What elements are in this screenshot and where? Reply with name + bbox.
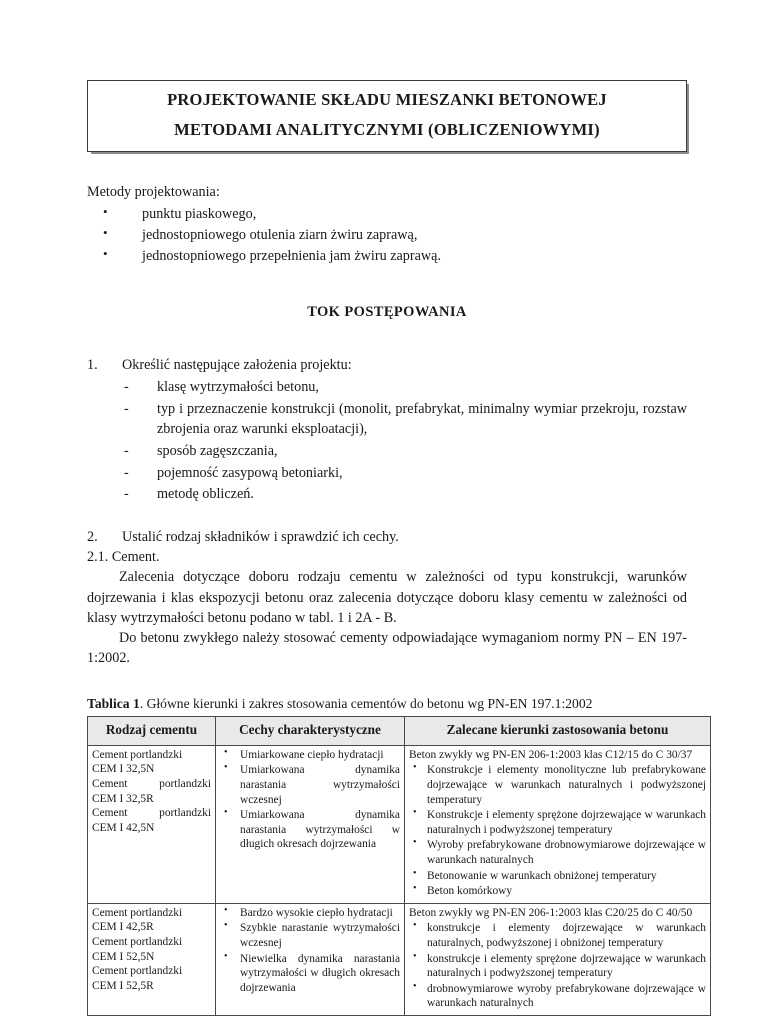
step-1-line: [87, 355, 687, 375]
step-1-section: [87, 355, 687, 505]
step-2-1-subsection: 2.1. Cement.: [87, 549, 160, 565]
list-item: CEM I 32,5R: [92, 792, 154, 805]
list-item: • Konstrukcje i elementy monolityczne lub prefabrykowane dojrzewające w warunkach naturalnych i podwyższonej temperatury: [409, 763, 706, 807]
list-item: • Wyroby prefabrykowane drobnowymiarowe dojrzewające w warunkach naturalnych: [409, 838, 706, 867]
list-item: Cement portlandzki: [92, 965, 183, 978]
table-body: [88, 745, 711, 1015]
procedure-heading: TOK POSTĘPOWANIA: [307, 303, 467, 320]
cement-name-list: [92, 748, 211, 836]
characteristics-list: [220, 748, 400, 852]
column-header-cement-type: Rodzaj cementu: [88, 717, 216, 745]
list-item: • punktu piaskowego,: [87, 204, 687, 224]
list-item: • Szybkie narastanie wytrzymałości wczesnej: [220, 921, 400, 950]
list-item: - klasę wytrzymałości betonu,: [87, 377, 687, 397]
list-item: • Umiarkowana dynamika narastania wytrzymałości w długich okresach dojrzewania: [220, 808, 400, 852]
document-title-box: [87, 80, 687, 152]
cell-recommended-uses-row-2: [405, 903, 711, 1015]
list-item: - sposób zagęszczania,: [87, 441, 687, 461]
list-item: • konstrukcje i elementy dojrzewające w warunkach naturalnych, podwyższonej i obniżonej temperatury: [409, 921, 706, 950]
list-item: • Niewielka dynamika narastania wytrzymałości w długich okresach dojrzewania: [220, 952, 400, 996]
step-2-text: Ustalić rodzaj składników i sprawdzić ich cechy.: [122, 528, 399, 545]
list-item: • konstrukcje i elementy sprężone dojrzewające w warunkach naturalnych i podwyższonej temperatury: [409, 952, 706, 981]
list-item: - metodę obliczeń.: [87, 484, 687, 504]
list-item: - pojemność zasypową betoniarki,: [87, 463, 687, 483]
list-item: • drobnowymiarowe wyroby prefabrykowane dojrzewające w warunkach naturalnych: [409, 982, 706, 1011]
characteristics-list: [220, 906, 400, 996]
uses-lead-text: Beton zwykły wg PN-EN 206-1:2003 klas C20/25 do C 40/50: [409, 906, 693, 919]
list-item: • Bardzo wysokie ciepło hydratacji: [220, 906, 400, 921]
step-2-paragraph-2: Do betonu zwykłego należy stosować cementy odpowiadające wymaganiom normy PN – EN 197-1:2002.: [87, 630, 687, 667]
list-item: • jednostopniowego przepełnienia jam żwiru zaprawą.: [87, 246, 687, 266]
intro-section: [87, 182, 687, 267]
list-item: CEM I 42,5R: [92, 921, 154, 934]
list-item: CEM I 32,5N: [92, 763, 155, 776]
page-content: [87, 0, 706, 1016]
table-caption: [87, 695, 687, 713]
list-item: • Umiarkowane ciepło hydratacji: [220, 748, 400, 763]
list-item: Cement portlandzki: [92, 748, 183, 761]
table-header-row: [88, 717, 711, 745]
table-row: [88, 745, 711, 903]
step-2-paragraph-1: Zalecenia dotyczące doboru rodzaju cementu w zależności od typu konstrukcji, warunków dojrzewania i klas ekspozycji betonu oraz zalecenia dotyczące doboru klasy cementu w zależności od klasy wytrzymałości betonu podano w tabl. 1 i 2A - B.: [87, 569, 687, 626]
list-item: • jednostopniowego otulenia ziarn żwiru zaprawą,: [87, 225, 687, 245]
list-item: • Betonowanie w warunkach obniżonej temperatury: [409, 869, 706, 884]
cell-characteristics-row-2: [216, 903, 405, 1015]
table-header: [88, 717, 711, 745]
list-item: • Umiarkowana dynamika narastania wytrzymałości wczesnej: [220, 763, 400, 807]
cement-name-list: [92, 906, 211, 994]
step-2-number: 2.: [87, 528, 98, 545]
list-item: Cement portlandzki: [92, 935, 183, 948]
step-1-text: Określić następujące założenia projektu:: [122, 356, 352, 373]
list-item: CEM I 52,5R: [92, 979, 154, 992]
cell-recommended-uses-row-1: [405, 745, 711, 903]
cell-cement-types-row-2: [88, 903, 216, 1015]
list-item: CEM I 52,5N: [92, 950, 155, 963]
table-caption-label: Tablica 1: [87, 695, 140, 711]
cell-cement-types-row-1: [88, 745, 216, 903]
list-item: Cement portlandzki: [92, 778, 211, 790]
uses-list: [409, 921, 706, 1011]
list-item: - typ i przeznaczenie konstrukcji (monolit, prefabrykat, minimalny wymiar przekroju, rozstaw zbrojenia oraz warunki eksploatacji),: [87, 399, 687, 440]
cell-characteristics-row-1: [216, 745, 405, 903]
step-1-number: 1.: [87, 356, 98, 373]
list-item: Cement portlandzki: [92, 807, 211, 820]
uses-lead-text: Beton zwykły wg PN-EN 206-1:2003 klas C12/15 do C 30/37: [409, 748, 693, 761]
cement-application-table: [87, 716, 711, 1015]
table-caption-text: . Główne kierunki i zakres stosowania cementów do betonu wg PN-EN 197.1:2002: [139, 695, 593, 711]
list-item: CEM I 42,5N: [92, 821, 155, 834]
list-item: Cement portlandzki: [92, 906, 183, 919]
table-row: [88, 903, 711, 1015]
page-title-line-1: PROJEKTOWANIE SKŁADU MIESZANKI BETONOWEJ: [167, 90, 607, 109]
intro-lead-text: Metody projektowania:: [87, 184, 220, 200]
step-2-line: [87, 527, 687, 547]
step-1-sublist: [87, 377, 687, 505]
step-2-section: [87, 527, 687, 669]
list-item: • Konstrukcje i elementy sprężone dojrzewające w warunkach naturalnych i podwyższonej temperatury: [409, 808, 706, 837]
column-header-recommended-uses: Zalecane kierunki zastosowania betonu: [405, 717, 711, 745]
uses-list: [409, 763, 706, 898]
intro-method-list: [87, 204, 687, 266]
list-item: • Beton komórkowy: [409, 884, 706, 899]
column-header-characteristics: Cechy charakterystyczne: [216, 717, 405, 745]
page-title-line-2: METODAMI ANALITYCZNYMI (OBLICZENIOWYMI): [174, 119, 600, 139]
